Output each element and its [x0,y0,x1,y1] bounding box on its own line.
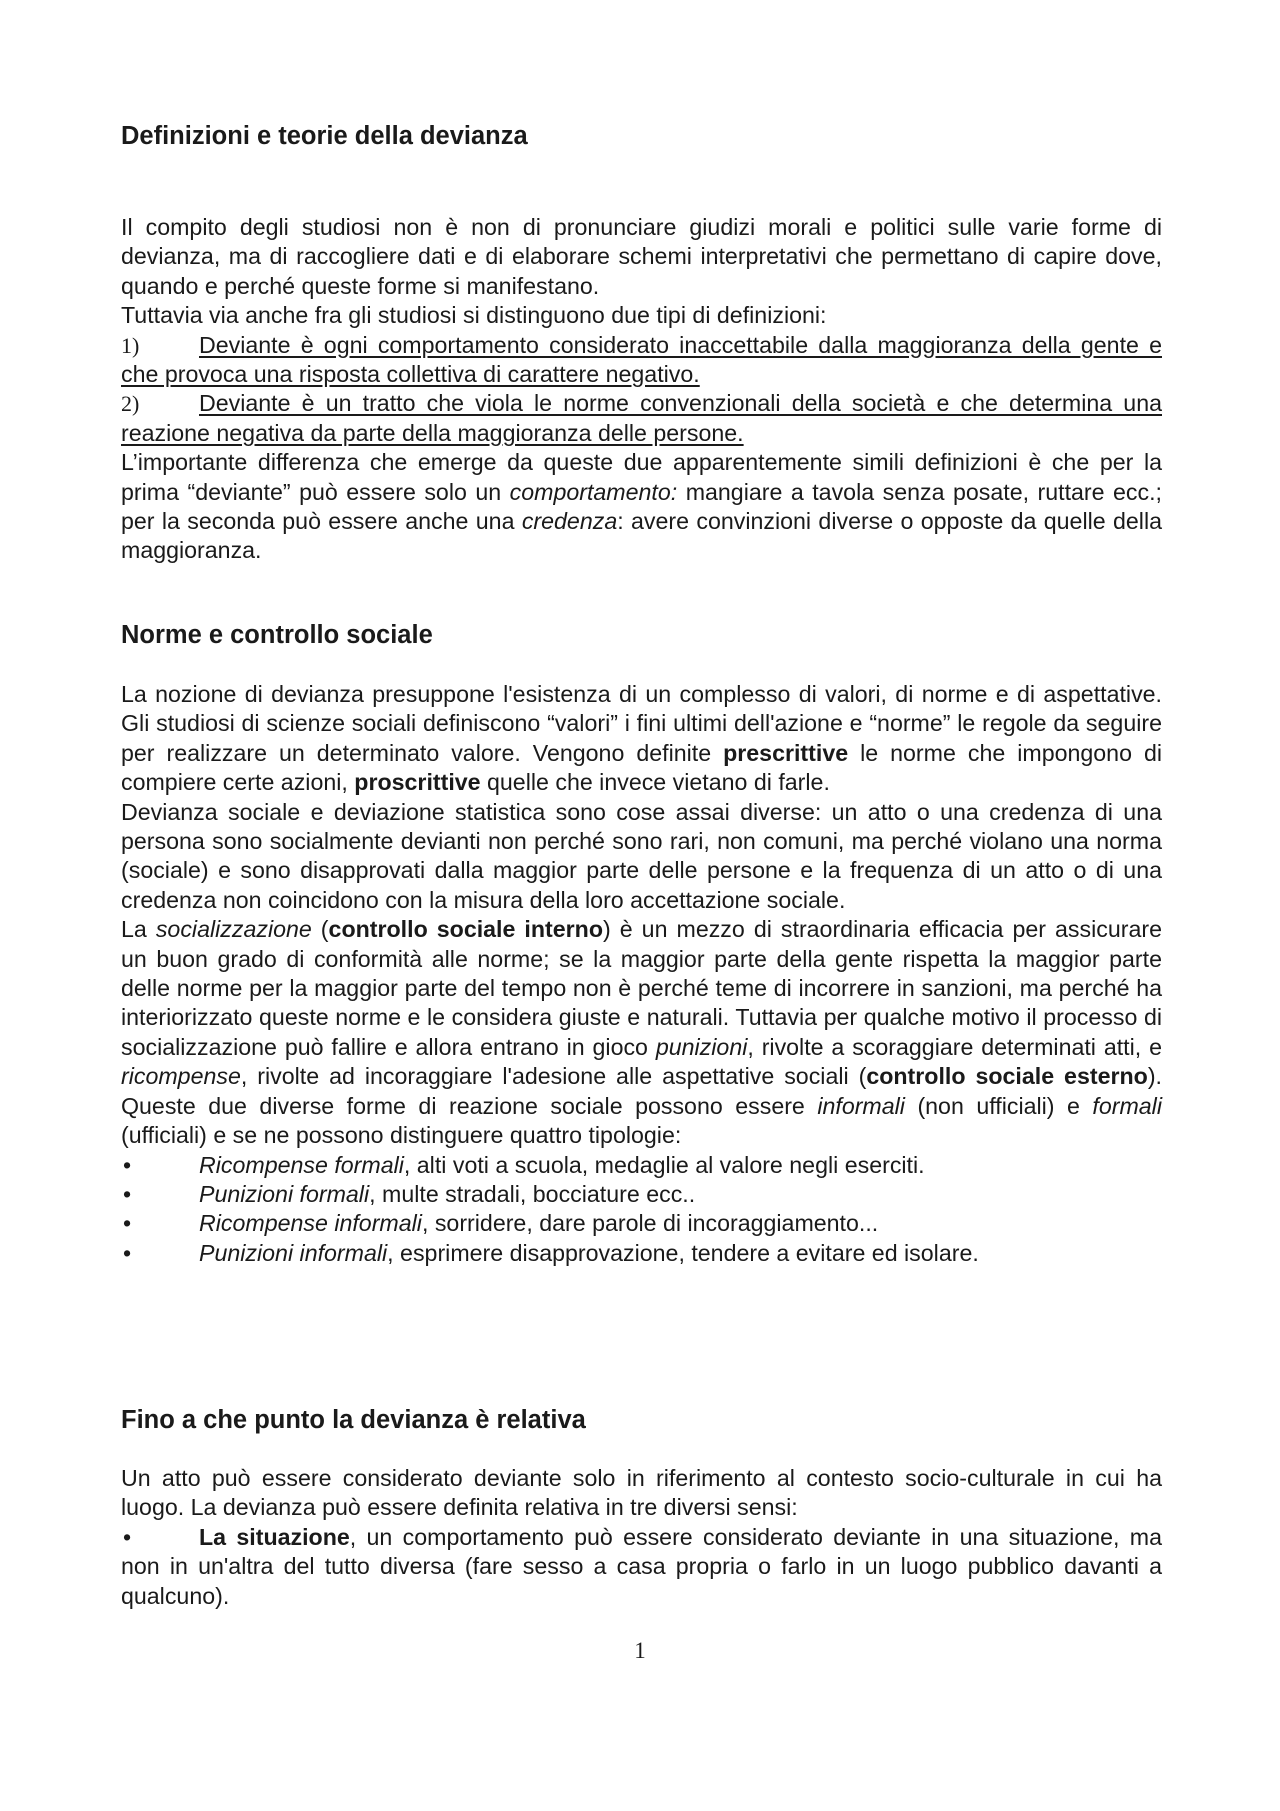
list-item-text [121,1523,1162,1611]
paragraph [121,680,1162,798]
bold-term: controllo sociale interno [328,916,603,943]
emphasis: comportamento: [509,478,678,505]
section-norme-body [121,680,1162,1268]
bullet-icon: • [123,1210,132,1237]
paragraph: Devianza sociale e deviazione statistica sono cose assai diverse: un atto o una credenza di una persona sono socialmente devianti non perché sono rari, non comuni, ma perché violano una norma (sociale) e sono disapprovati dalla maggior parte delle persone e la frequenza di un atto o di una credenza non coincidono con la misura della loro accettazione sociale. [121,798,1162,913]
emphasis: credenza [521,508,618,535]
text-run: La [121,916,156,943]
text-run: La nozione di devianza presuppone l'esistenza di un complesso di valori, di norme e di aspettative. Gli studiosi di scienze sociali definiscono “valori” i fini ultimi dell'azione e “norme” le regole da seguire per realizzare un determinato valore. Vengono definite [121,681,1162,766]
text-run: (non ufficiali) e [904,1092,1093,1119]
definition-text: Deviante è ogni comportamento considerato inaccettabile dalla maggioranza della gente e che provoca una risposta collettiva di carattere negativo. [121,331,1162,388]
list-item [121,1209,1162,1238]
emphasis: Punizioni formali [199,1180,370,1207]
emphasis: informali [817,1092,905,1119]
list-number: 1) [121,332,140,358]
list-item [121,1239,1162,1268]
section-definizioni-body [121,213,1162,566]
bold-term: prescrittive [723,739,849,766]
bullet-icon: • [123,1523,132,1550]
section-title-norme: Norme e controllo sociale [121,621,433,649]
text-run: , rivolte ad incoraggiare l'adesione alle aspettative sociali ( [240,1063,867,1090]
text-run: mangiare a tavola senza posate, ruttare ecc.; per la seconda può essere anche una [121,478,1163,535]
emphasis: Ricompense formali [199,1151,404,1178]
bold-term: proscrittive [354,769,481,796]
paragraph [121,915,1162,1150]
text-run: L’importante differenza che emerge da queste due apparentemente simili definizioni è che per la prima “deviante” può essere solo un [121,449,1162,505]
bullet-icon: • [123,1180,132,1207]
emphasis: ricompense [121,1063,241,1090]
text-run: , esprimere disapprovazione, tendere a evitare ed isolare. [387,1239,979,1266]
text-run: , un comportamento può essere considerato deviante in una situazione, ma non in un'altra del tutto diversa (fare sesso a casa propria o farlo in un luogo pubblico davanti a qualcuno). [121,1523,1162,1609]
emphasis: Ricompense informali [199,1210,422,1237]
list-item-text [121,1180,1162,1209]
section-title-relativa: Fino a che punto la devianza è relativa [121,1406,586,1434]
list-item [121,1523,1162,1611]
paragraph [121,448,1162,566]
section-title-definizioni: Definizioni e teorie della devianza [121,122,528,150]
list-item-text [121,1209,1162,1238]
emphasis: Punizioni informali [199,1239,388,1266]
definition-item-2 [121,389,1162,448]
text-run: : avere convinzioni diverse o opposte da quelle della maggioranza. [121,508,1162,564]
list-item [121,1180,1162,1209]
text-run: (ufficiali) e se ne possono distinguere quattro tipologie: [121,1122,682,1149]
text-run: quelle che invece vietano di farle. [480,769,830,796]
list-item-text [121,1239,1162,1268]
text-run: le norme che impongono di compiere certe azioni, [121,739,1162,796]
emphasis: punizioni [655,1033,748,1060]
definition-item-1 [121,331,1162,390]
emphasis: formali [1092,1092,1162,1119]
paragraph: Il compito degli studiosi non è non di pronunciare giudizi morali e politici sulle varie forme di devianza, ma di raccogliere dati e di elaborare schemi interpretativi che permettano di capire dove, quando e perché queste forme si manifestano. [121,214,1162,299]
text-run: ). Queste due diverse forme di reazione sociale possono essere [121,1063,1162,1119]
text-run: , multe stradali, bocciature ecc.. [369,1180,696,1207]
bold-term: La situazione [199,1523,350,1550]
definition-text: Deviante è un tratto che viola le norme convenzionali della società e che determina una reazione negativa da parte della maggioranza delle persone. [121,390,1162,446]
text-run: ( [311,916,329,943]
text-run: , rivolte a scoraggiare determinati atti, e [747,1033,1162,1060]
list-number: 2) [121,391,140,417]
text-run: , alti voti a scuola, medaglie al valore negli eserciti. [403,1151,925,1178]
emphasis: socializzazione [155,916,312,943]
text-run: ) è un mezzo di straordinaria efficacia per assicurare un buon grado di conformità alle norme; se la maggior parte della gente rispetta la maggior parte delle norme per la maggior parte del tempo non è perché teme di incorrere in sanzioni, ma perché ha interiorizzato queste norme e le considera giuste e naturali. Tuttavia per qualche motivo il processo di socializzazione può fallire e allora entrano in gioco [121,916,1162,1060]
text-run: , sorridere, dare parole di incoraggiamento... [421,1210,879,1237]
bullet-icon: • [123,1151,132,1178]
list-item [121,1151,1162,1180]
paragraph: Tuttavia via anche fra gli studiosi si distinguono due tipi di definizioni: [121,302,827,329]
paragraph: Un atto può essere considerato deviante solo in riferimento al contesto socio-culturale in cui ha luogo. La devianza può essere definita relativa in tre diversi sensi: [121,1465,1162,1521]
bold-term: controllo sociale esterno [866,1063,1148,1090]
section-relativa-body [121,1464,1162,1611]
page-number: 1 [634,1638,646,1663]
bullet-icon: • [123,1239,132,1266]
list-item-text [121,1151,1162,1180]
